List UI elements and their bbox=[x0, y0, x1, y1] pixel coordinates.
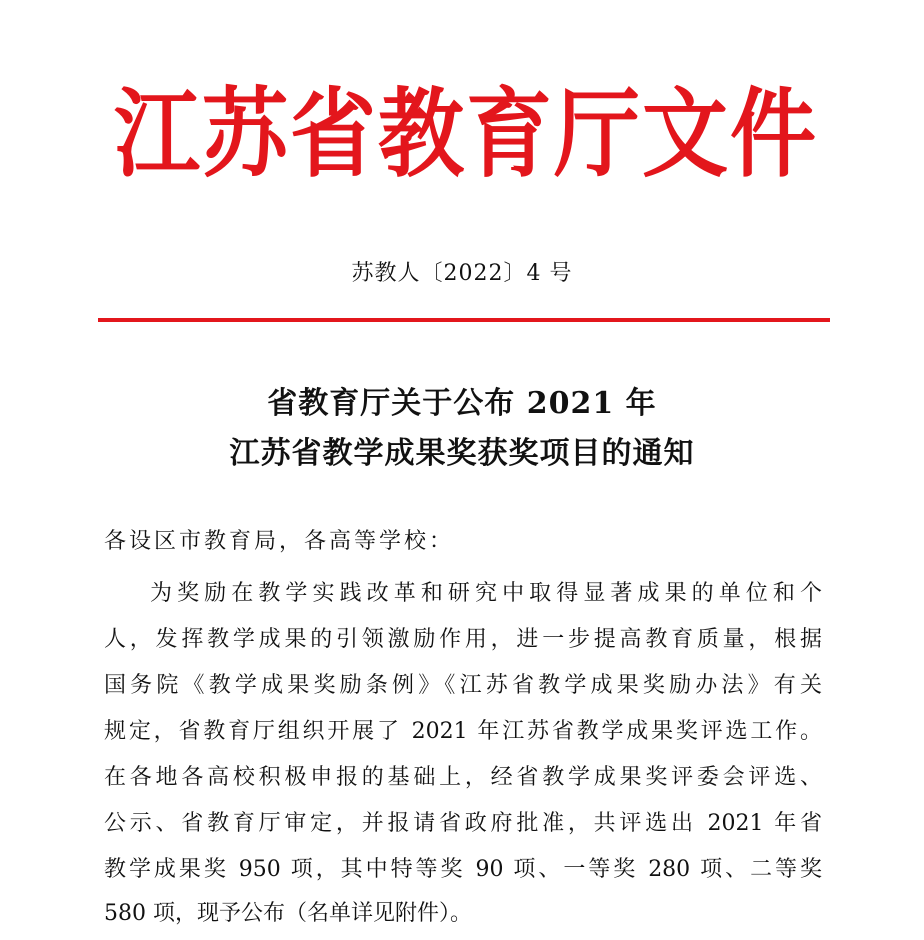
body-line-7: 教学成果奖 950 项，其中特等奖 90 项、一等奖 280 项、二等奖 bbox=[104, 857, 822, 882]
notice-title-line-1: 省教育厅关于公布 2021 年 bbox=[267, 386, 657, 421]
red-divider-line bbox=[98, 318, 830, 322]
masthead-title: 江苏省教育厅文件 bbox=[114, 79, 818, 192]
body-line-8: 580 项，现予公布（名单详见附件）。 bbox=[104, 901, 472, 926]
body-line-6: 公示、省教育厅审定，并报请省政府批准，共评选出 2021 年省 bbox=[104, 811, 822, 836]
salutation: 各设区市教育局，各高等学校： bbox=[104, 529, 455, 554]
body-line-5: 在各地各高校积极申报的基础上，经省教学成果奖评委会评选、 bbox=[104, 765, 822, 790]
document-number: 苏教人〔2022〕4 号 bbox=[351, 261, 573, 286]
body-line-4: 规定，省教育厅组织开展了 2021 年江苏省教学成果奖评选工作。 bbox=[104, 719, 822, 744]
body-line-2: 人，发挥教学成果的引领激励作用，进一步提高教育质量，根据 bbox=[104, 627, 822, 652]
notice-title-line-2: 江苏省教学成果奖获奖项目的通知 bbox=[229, 436, 695, 471]
body-line-1: 为奖励在教学实践改革和研究中取得显著成果的单位和个 bbox=[150, 581, 822, 606]
body-line-3: 国务院《教学成果奖励条例》《江苏省教学成果奖励办法》有关 bbox=[104, 673, 822, 698]
